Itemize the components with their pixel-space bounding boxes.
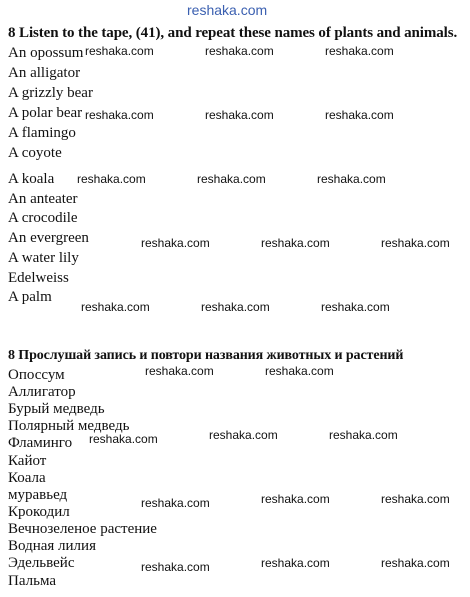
watermark: reshaka.com (81, 300, 150, 314)
site-watermark: reshaka.com (187, 2, 268, 18)
russian-item-koala: Коала (8, 470, 46, 486)
english-item-crocodile: A crocodile (8, 210, 78, 226)
english-item-palm: A palm (8, 289, 52, 305)
russian-item-anteater: муравьед (8, 487, 68, 503)
russian-item-evergreen: Вечнозеленое растение (8, 521, 157, 537)
watermark: reshaka.com (85, 44, 154, 58)
watermark: reshaka.com (381, 236, 450, 250)
english-item-water-lily: A water lily (8, 250, 79, 266)
english-item-edelweiss: Edelweiss (8, 270, 69, 286)
watermark: reshaka.com (321, 300, 390, 314)
watermark: reshaka.com (261, 492, 330, 506)
english-item-grizzly-bear: A grizzly bear (8, 85, 93, 101)
watermark: reshaka.com (197, 172, 266, 186)
watermark: reshaka.com (89, 432, 158, 446)
watermark: reshaka.com (209, 428, 278, 442)
english-item-flamingo: A flamingo (8, 125, 76, 141)
russian-item-opossum: Опоссум (8, 367, 65, 383)
watermark: reshaka.com (261, 236, 330, 250)
english-item-anteater: An anteater (8, 191, 78, 207)
watermark: reshaka.com (141, 560, 210, 574)
watermark: reshaka.com (381, 492, 450, 506)
english-item-coyote: A coyote (8, 145, 62, 161)
russian-item-alligator: Аллигатор (8, 384, 76, 400)
english-item-alligator: An alligator (8, 65, 81, 81)
watermark: reshaka.com (77, 172, 146, 186)
watermark: reshaka.com (145, 364, 214, 378)
english-item-opossum: An opossum (8, 45, 84, 61)
watermark: reshaka.com (205, 44, 274, 58)
watermark: reshaka.com (141, 236, 210, 250)
watermark: reshaka.com (325, 108, 394, 122)
watermark: reshaka.com (265, 364, 334, 378)
watermark: reshaka.com (141, 496, 210, 510)
russian-item-coyote: Кайот (8, 453, 47, 469)
english-item-evergreen: An evergreen (8, 230, 89, 246)
russian-item-crocodile: Крокодил (8, 504, 70, 520)
english-heading: 8 Listen to the tape, (41), and repeat these names of plants and animals. (8, 25, 458, 41)
watermark: reshaka.com (261, 556, 330, 570)
russian-item-edelweiss: Эдельвейс (8, 555, 75, 571)
russian-item-brown-bear: Бурый медведь (8, 401, 105, 417)
watermark: reshaka.com (325, 44, 394, 58)
watermark: reshaka.com (205, 108, 274, 122)
english-item-polar-bear: A polar bear (8, 105, 83, 121)
watermark: reshaka.com (201, 300, 270, 314)
russian-heading: 8 Прослушай запись и повтори названия животных и растений (8, 348, 404, 363)
russian-item-water-lily: Водная лилия (8, 538, 96, 554)
russian-item-polar-bear: Полярный медведь (8, 418, 130, 434)
watermark: reshaka.com (381, 556, 450, 570)
watermark: reshaka.com (329, 428, 398, 442)
russian-item-palm: Пальма (8, 573, 56, 589)
english-item-koala: A koala (8, 171, 55, 187)
watermark: reshaka.com (85, 108, 154, 122)
watermark: reshaka.com (317, 172, 386, 186)
russian-item-flamingo: Фламинго (8, 435, 73, 451)
